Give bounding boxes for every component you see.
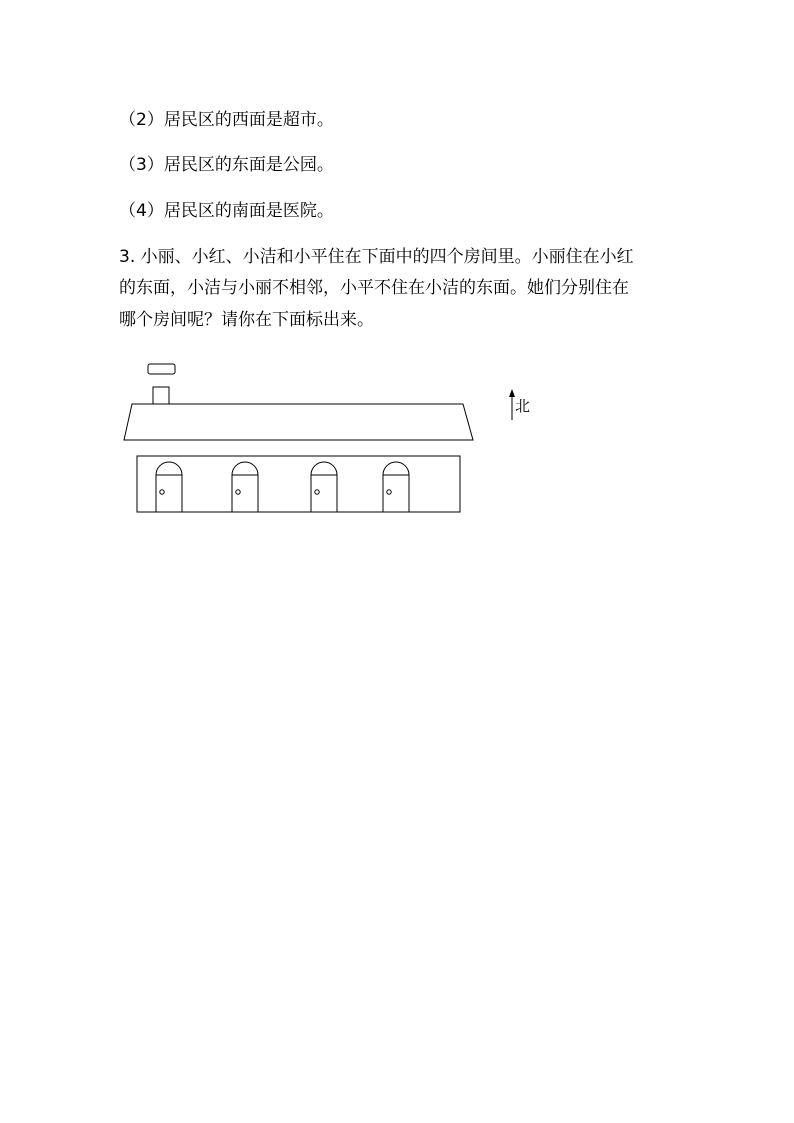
question-line-3: 哪个房间呢？请你在下面标出来。 bbox=[119, 310, 374, 330]
door-knob bbox=[160, 490, 164, 494]
question-line-2: 的东面，小洁与小丽不相邻，小平不住在小洁的东面。她们分别住在 bbox=[119, 278, 629, 298]
door-4[interactable] bbox=[383, 462, 409, 512]
door-knob bbox=[236, 490, 240, 494]
item-3: （3）居民区的东面是公园。 bbox=[119, 155, 334, 175]
door-3[interactable] bbox=[311, 462, 337, 512]
item-4: （4）居民区的南面是医院。 bbox=[119, 201, 334, 221]
building-body bbox=[137, 456, 460, 512]
question-line-1: 3. 小丽、小红、小洁和小平住在下面中的四个房间里。小丽住在小红 bbox=[119, 247, 634, 267]
compass-label: 北 bbox=[515, 397, 531, 415]
roof bbox=[124, 404, 473, 440]
item-2: （2）居民区的西面是超市。 bbox=[119, 110, 334, 130]
door-2[interactable] bbox=[232, 462, 258, 512]
door-knob bbox=[387, 490, 391, 494]
chimney bbox=[153, 387, 169, 404]
door-1[interactable] bbox=[156, 462, 182, 512]
door-knob bbox=[315, 490, 319, 494]
chimney-cap bbox=[148, 364, 175, 374]
